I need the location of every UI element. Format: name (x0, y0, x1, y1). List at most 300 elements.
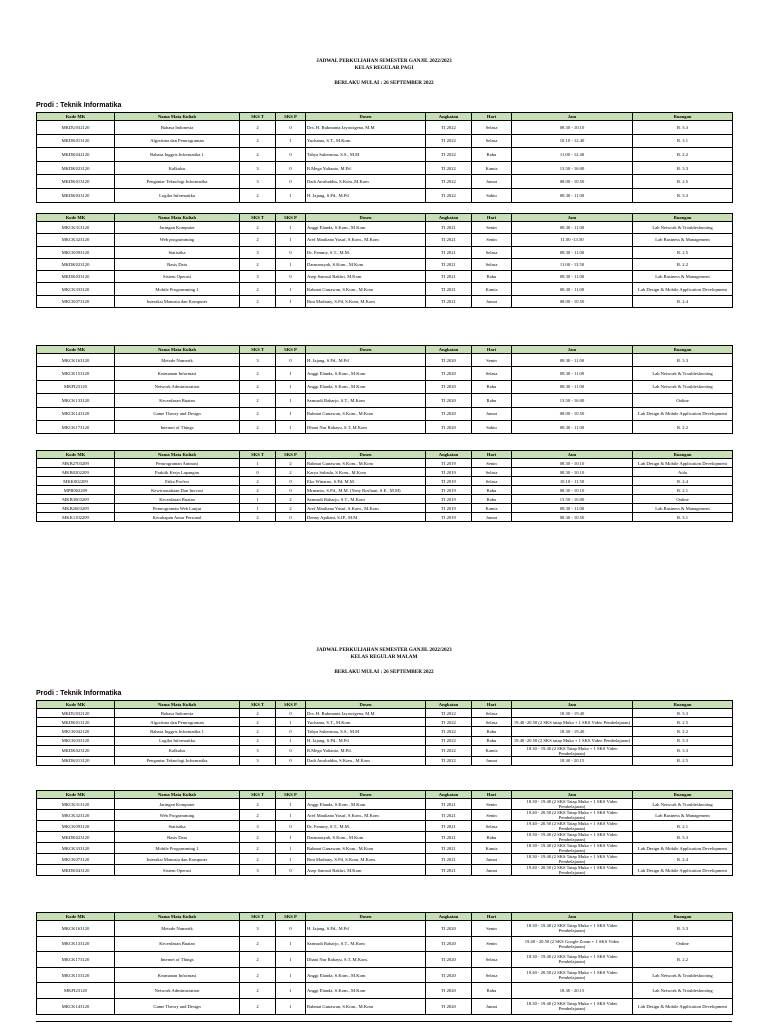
cell-angkatan: TI 2020 (426, 354, 472, 367)
table-row (37, 246, 733, 258)
cell-angkatan: TI 2020 (426, 967, 472, 983)
cell-sks-p: 1 (276, 222, 306, 234)
table-row (37, 234, 733, 246)
cell-angkatan: TI 2021 (426, 246, 472, 258)
column-header-kode-mk: Kode MK (37, 791, 115, 799)
column-header-angkatan: Angkatan (426, 701, 472, 709)
column-header-nama-mata-kuliah: Nama Mata Kuliah (115, 791, 240, 799)
column-header-angkatan: Angkatan (426, 346, 472, 354)
cell-nama-mata-kuliah: Internet of Things (115, 420, 240, 433)
cell-hari: Kamis (472, 504, 512, 513)
cell-sks-p: 1 (276, 420, 306, 433)
cell-sks-p: 1 (276, 188, 306, 202)
cell-jam: 08.30 - 11.00 (512, 420, 633, 433)
cell-jam: 08.30 - 11.00 (512, 188, 633, 202)
cell-sks-t: 2 (240, 799, 276, 810)
column-header-sks-t: SKS T (240, 913, 276, 921)
cell-angkatan: TI 2022 (426, 148, 472, 162)
cell-sks-t: 2 (240, 952, 276, 968)
cell-angkatan: TI 2021 (426, 234, 472, 246)
cell-kode-mk: MKCK313120 (37, 799, 115, 810)
cell-kode-mk: MKK002209 (37, 477, 115, 486)
cell-ruangan: R. 2.5 (633, 718, 733, 727)
cell-angkatan: TI 2022 (426, 134, 472, 148)
cell-sks-t: 2 (240, 148, 276, 162)
cell-nama-mata-kuliah: Game Theory and Design (115, 407, 240, 420)
cell-angkatan: TI 2021 (426, 222, 472, 234)
cell-kode-mk: MKCK333120 (37, 283, 115, 295)
cell-sks-p: 0 (276, 756, 306, 765)
cell-angkatan: TI 2022 (426, 756, 472, 765)
cell-dosen: Yuchama, S.T., M.Kom (306, 718, 426, 727)
column-header-sks-t: SKS T (240, 346, 276, 354)
malam-start-date: BERLAKU MULAI : 26 SEPTEMBER 2022 (334, 669, 434, 675)
cell-ruangan: R. 2.4 (633, 477, 733, 486)
cell-nama-mata-kuliah: Kalkulus (115, 745, 240, 756)
cell-ruangan: R. 3.3 (633, 921, 733, 937)
table-row (37, 983, 733, 999)
cell-nama-mata-kuliah: Bahasa Inggris Informatika 1 (115, 727, 240, 736)
cell-sks-t: 2 (240, 998, 276, 1014)
cell-sks-t: 2 (240, 134, 276, 148)
cell-dosen: Dhani Nur Rahayu, S.T.,M.Kom. (306, 952, 426, 968)
cell-jam: 08.30 - 10.50 (512, 513, 633, 522)
column-header-angkatan: Angkatan (426, 451, 472, 459)
pagi-start-date: BERLAKU MULAI : 26 SEPTEMBER 2022 (334, 80, 434, 86)
cell-kode-mk: MKCK093120 (37, 821, 115, 832)
cell-dosen: Denny Apdiani, S.IP., M.M (306, 513, 426, 522)
cell-ruangan: Lab Design & Mobile Application Development (633, 407, 733, 420)
cell-hari: Jumat (472, 407, 512, 420)
cell-kode-mk: MKCK333120 (37, 843, 115, 854)
column-header-ruangan: Ruangan (633, 346, 733, 354)
column-header-hari: Hari (472, 791, 512, 799)
schedule-table (36, 790, 733, 876)
cell-ruangan: R. 2.2 (633, 727, 733, 736)
cell-kode-mk: MKDK013120 (37, 134, 115, 148)
cell-nama-mata-kuliah: Bahasa Indonesia (115, 121, 240, 135)
cell-sks-p: 0 (276, 865, 306, 876)
cell-hari: Sabtu (472, 188, 512, 202)
column-header-jam: Jam (512, 346, 633, 354)
cell-dosen: Eko Winarno, S.Pd, M.M. (306, 477, 426, 486)
cell-kode-mk: MKDK023120 (37, 745, 115, 756)
cell-dosen: Darmansyah, S.Kom., M.Kom (306, 258, 426, 270)
cell-jam: 08.30 - 10.10 (512, 459, 633, 468)
cell-kode-mk: MKDK033120 (37, 188, 115, 202)
cell-sks-p: 1 (276, 134, 306, 148)
cell-jam: 19.40 - 20.50 (2 SKS Google Zoom + 1 SKS Video Pembelajaran) (512, 936, 633, 952)
cell-hari: Senin (472, 354, 512, 367)
cell-jam: 08.30 - 10.10 (512, 121, 633, 135)
cell-dosen: Rini Madiany, S.Pd, S.Kom, M.Kom. (306, 854, 426, 865)
cell-hari: Senin (472, 222, 512, 234)
cell-sks-t: 2 (240, 121, 276, 135)
cell-ruangan: Lab Design & Mobile Application Development (633, 283, 733, 295)
column-header-angkatan: Angkatan (426, 214, 472, 222)
column-header-jam: Jam (512, 113, 633, 121)
cell-sks-t: 3 (240, 756, 276, 765)
cell-jam: 18.30 - 19.40 (2 SKS Tatap Muka + 1 SKS Video Pembelajaran) (512, 952, 633, 968)
cell-angkatan: TI 2020 (426, 380, 472, 393)
cell-nama-mata-kuliah: Kecerdasan Buatan (115, 495, 240, 504)
cell-dosen: Yuchama, S.T., M.Kom (306, 134, 426, 148)
column-header-sks-p: SKS P (276, 214, 306, 222)
cell-nama-mata-kuliah: Algoritma dan Pemrograman (115, 134, 240, 148)
cell-hari: Senin (472, 459, 512, 468)
schedule-table (36, 345, 733, 434)
table-row (37, 258, 733, 270)
cell-jam: 18.30 - 20.15 (512, 756, 633, 765)
cell-sks-p: 1 (276, 736, 306, 745)
column-header-dosen: Dosen (306, 346, 426, 354)
cell-nama-mata-kuliah: Mobile Programming 1 (115, 283, 240, 295)
column-header-jam: Jam (512, 701, 633, 709)
cell-nama-mata-kuliah: Kewirausahaan Dan Inovasi (115, 486, 240, 495)
cell-jam: 18.30 - 19.40 (512, 709, 633, 718)
column-header-kode-mk: Kode MK (37, 913, 115, 921)
cell-sks-t: 2 (240, 983, 276, 999)
cell-sks-p: 1 (276, 295, 306, 307)
cell-sks-t: 3 (240, 921, 276, 937)
column-header-ruangan: Ruangan (633, 791, 733, 799)
column-header-sks-p: SKS P (276, 701, 306, 709)
table-row (37, 161, 733, 175)
cell-kode-mk: MKCK173120 (37, 952, 115, 968)
schedule-table (36, 450, 733, 522)
column-header-kode-mk: Kode MK (37, 214, 115, 222)
cell-hari: Kamis (472, 161, 512, 175)
cell-dosen: Rini Madiany, S.Pd, S.Kom, M.Kom (306, 295, 426, 307)
column-header-ruangan: Ruangan (633, 913, 733, 921)
cell-sks-p: 0 (276, 161, 306, 175)
cell-hari: Kamis (472, 283, 512, 295)
malam-prodi: Prodi : Teknik Informatika (36, 690, 122, 697)
cell-kode-mk: MPB002209 (37, 486, 115, 495)
schedule-table (36, 213, 733, 308)
cell-dosen: Rahmat Gunawan, S.Kom., M.Kom (306, 998, 426, 1014)
cell-sks-t: 2 (240, 258, 276, 270)
malam-header (0, 647, 768, 676)
cell-jam: 19.40 - 20.50 (2 SKS Tatap Muka + 1 SKS Video Pembelajaran) (512, 967, 633, 983)
table-header-row (37, 214, 733, 222)
cell-hari: Rabu (472, 148, 512, 162)
cell-kode-mk: MKDK013120 (37, 718, 115, 727)
cell-kode-mk: MKDK023120 (37, 832, 115, 843)
cell-sks-p: 0 (276, 477, 306, 486)
table-row (37, 504, 733, 513)
cell-jam: 08.30 - 11.00 (512, 354, 633, 367)
table-row (37, 513, 733, 522)
cell-angkatan: TI 2021 (426, 271, 472, 283)
cell-nama-mata-kuliah: Keamanan Informasi (115, 367, 240, 380)
cell-dosen: H. Jajang, S.Pd., M.Pd (306, 188, 426, 202)
cell-ruangan: R. 3.1 (633, 513, 733, 522)
cell-sks-p: 0 (276, 745, 306, 756)
cell-nama-mata-kuliah: Sistem Operasi (115, 271, 240, 283)
cell-nama-mata-kuliah: Kecakapan Antar Personal (115, 513, 240, 522)
cell-dosen: Tahya Suhermau, S.S., M.M (306, 148, 426, 162)
cell-sks-p: 1 (276, 394, 306, 407)
column-header-sks-t: SKS T (240, 791, 276, 799)
table-row (37, 495, 733, 504)
cell-angkatan: TI 2021 (426, 854, 472, 865)
cell-sks-t: 2 (240, 810, 276, 821)
table-row (37, 134, 733, 148)
cell-kode-mk: MKCK173120 (37, 420, 115, 433)
cell-sks-t: 2 (240, 936, 276, 952)
column-header-hari: Hari (472, 913, 512, 921)
cell-ruangan: Lab Network & Troubleshooting (633, 967, 733, 983)
cell-kode-mk: MKB0202209 (37, 468, 115, 477)
cell-hari: Rabu (472, 495, 512, 504)
cell-jam: 18.30 - 19.40 (2 SKS Tatap Muka + 1 SKS Video Pembelajaran) (512, 843, 633, 854)
table-row (37, 967, 733, 983)
cell-hari: Kamis (472, 843, 512, 854)
cell-kode-mk: MKCK093120 (37, 246, 115, 258)
cell-nama-mata-kuliah: Kecerdasan Buatan (115, 936, 240, 952)
table-row (37, 468, 733, 477)
table-row (37, 865, 733, 876)
cell-ruangan: Lab Business & Management (633, 810, 733, 821)
cell-ruangan: Lab Business & Management (633, 504, 733, 513)
cell-dosen: Rahmat Gunawan, S.Kom., M.Kom (306, 843, 426, 854)
cell-angkatan: TI 2021 (426, 258, 472, 270)
cell-sks-p: 1 (276, 380, 306, 393)
pagi-title: JADWAL PERKULIAHAN SEMESTER GANJIL 2022/2023 (316, 58, 452, 64)
cell-sks-p: 0 (276, 148, 306, 162)
cell-dosen: Dadi Awaluddin, S.Kom.,M.Kom (306, 175, 426, 189)
cell-kode-mk: MKDU032120 (37, 709, 115, 718)
cell-hari: Selasa (472, 477, 512, 486)
cell-hari: Senin (472, 799, 512, 810)
cell-sks-p: 1 (276, 234, 306, 246)
page-divider (36, 1021, 732, 1022)
cell-angkatan: TI 2020 (426, 998, 472, 1014)
cell-jam: 08.00 - 10.50 (512, 295, 633, 307)
cell-kode-mk: MKDK033120 (37, 271, 115, 283)
cell-jam: 18.30 - 19.40 (2 SKS Tatap Muka + 1 SKS Video Pembelajaran) (512, 854, 633, 865)
cell-hari: Rabu (472, 736, 512, 745)
cell-hari: Selasa (472, 134, 512, 148)
table-row (37, 810, 733, 821)
cell-sks-t: 2 (240, 854, 276, 865)
cell-sks-p: 0 (276, 513, 306, 522)
cell-sks-t: 2 (240, 367, 276, 380)
cell-jam: 10.10 - 12.40 (512, 134, 633, 148)
column-header-dosen: Dosen (306, 451, 426, 459)
table-row (37, 709, 733, 718)
cell-ruangan: R. 2.2 (633, 420, 733, 433)
cell-dosen: Darmansyah, S.Kom., M.Kom (306, 832, 426, 843)
cell-jam: 18.30 - 19.40 (2 SKS Tatap Muka + 1 SKS Video Pembelajaran) (512, 832, 633, 843)
cell-jam: 08.30 - 11.00 (512, 246, 633, 258)
cell-sks-p: 2 (276, 504, 306, 513)
cell-sks-t: 3 (240, 354, 276, 367)
cell-angkatan: TI 2022 (426, 727, 472, 736)
cell-hari: Jumat (472, 175, 512, 189)
table-row (37, 486, 733, 495)
cell-jam: 19.40 - 20.50 (2 SKS Tatap Muka + 1 SKS Video Pembelajaran) (512, 821, 633, 832)
cell-nama-mata-kuliah: Metode Numerik (115, 921, 240, 937)
column-header-hari: Hari (472, 113, 512, 121)
cell-jam: 08.30 - 11.00 (512, 367, 633, 380)
cell-angkatan: TI 2020 (426, 407, 472, 420)
cell-hari: Jumat (472, 854, 512, 865)
cell-nama-mata-kuliah: Sistem Operasi (115, 865, 240, 876)
column-header-angkatan: Angkatan (426, 113, 472, 121)
cell-kode-mk: MKB3003209 (37, 495, 115, 504)
table-row (37, 745, 733, 756)
cell-angkatan: TI 2020 (426, 420, 472, 433)
cell-ruangan: R. 3.3 (633, 121, 733, 135)
cell-hari: Selasa (472, 246, 512, 258)
cell-nama-mata-kuliah: Pengantar Teknologi Informatika (115, 756, 240, 765)
cell-sks-p: 1 (276, 799, 306, 810)
cell-sks-t: 2 (240, 222, 276, 234)
column-header-jam: Jam (512, 791, 633, 799)
table-row (37, 188, 733, 202)
cell-kode-mk: MKCK153120 (37, 367, 115, 380)
table-row (37, 222, 733, 234)
cell-sks-p: 2 (276, 495, 306, 504)
cell-sks-t: 2 (240, 283, 276, 295)
cell-sks-t: 0 (240, 468, 276, 477)
cell-hari: Selasa (472, 718, 512, 727)
column-header-nama-mata-kuliah: Nama Mata Kuliah (115, 451, 240, 459)
cell-nama-mata-kuliah: Kecerdasan Buatan (115, 394, 240, 407)
column-header-kode-mk: Kode MK (37, 113, 115, 121)
cell-angkatan: TI 2019 (426, 486, 472, 495)
column-header-nama-mata-kuliah: Nama Mata Kuliah (115, 346, 240, 354)
cell-kode-mk: MKCK313120 (37, 222, 115, 234)
cell-sks-t: 3 (240, 271, 276, 283)
table-row (37, 854, 733, 865)
cell-angkatan: TI 2020 (426, 936, 472, 952)
cell-kode-mk: MKCK143120 (37, 407, 115, 420)
table-row (37, 832, 733, 843)
cell-sks-p: 2 (276, 459, 306, 468)
cell-dosen: Anggi Elanda, S.Kom., M.Kom (306, 967, 426, 983)
column-header-dosen: Dosen (306, 791, 426, 799)
cell-nama-mata-kuliah: Algoritma dan Pemrograman (115, 718, 240, 727)
cell-sks-p: 1 (276, 367, 306, 380)
column-header-dosen: Dosen (306, 113, 426, 121)
cell-hari: Selasa (472, 821, 512, 832)
cell-nama-mata-kuliah: Network Administration (115, 983, 240, 999)
cell-jam: 18.30 - 19.40 (512, 727, 633, 736)
cell-sks-p: 0 (276, 709, 306, 718)
cell-kode-mk: MKCK153120 (37, 967, 115, 983)
cell-ruangan: R. 3.1 (633, 134, 733, 148)
column-header-hari: Hari (472, 701, 512, 709)
cell-ruangan: R. 2.5 (633, 246, 733, 258)
cell-angkatan: TI 2020 (426, 394, 472, 407)
cell-jam: 11.00 -13.50 (512, 234, 633, 246)
table-row (37, 420, 733, 433)
cell-sks-p: 0 (276, 271, 306, 283)
cell-hari: Sabtu (472, 420, 512, 433)
pagi-header (0, 58, 768, 87)
cell-dosen: Anggi Elanda, S.Kom., M.Kom (306, 367, 426, 380)
cell-dosen: Drs. H. Rukmanta Jayawigena, M.M (306, 121, 426, 135)
table-row (37, 354, 733, 367)
cell-hari: Rabu (472, 380, 512, 393)
cell-angkatan: TI 2022 (426, 745, 472, 756)
cell-jam: 08.30 - 11.00 (512, 380, 633, 393)
cell-hari: Jumat (472, 998, 512, 1014)
table-row (37, 756, 733, 765)
cell-ruangan: R. 2.1 (633, 821, 733, 832)
cell-dosen: Aref Mauliana Yusuf, S.Kom., M.Kom (306, 810, 426, 821)
cell-kode-mk: MKCK073120 (37, 295, 115, 307)
cell-dosen: Drs. H. Rukmanta Jayawigena, M.M (306, 709, 426, 718)
cell-angkatan: TI 2021 (426, 810, 472, 821)
cell-hari: Senin (472, 234, 512, 246)
cell-sks-p: 0 (276, 821, 306, 832)
cell-ruangan: R. 2.1 (633, 486, 733, 495)
cell-ruangan: Lab Network & Troubleshooting (633, 799, 733, 810)
cell-angkatan: TI 2019 (426, 459, 472, 468)
table-row (37, 394, 733, 407)
column-header-nama-mata-kuliah: Nama Mata Kuliah (115, 701, 240, 709)
column-header-angkatan: Angkatan (426, 913, 472, 921)
cell-dosen: H. Jajang, S.Pd., M.Pd (306, 736, 426, 745)
cell-hari: Rabu (472, 832, 512, 843)
table-row (37, 936, 733, 952)
table-row (37, 727, 733, 736)
column-header-hari: Hari (472, 214, 512, 222)
cell-sks-p: 0 (276, 175, 306, 189)
cell-angkatan: TI 2019 (426, 468, 472, 477)
cell-sks-t: 1 (240, 504, 276, 513)
cell-dosen: Asep Samsul Bakhri, M.Kom (306, 271, 426, 283)
column-header-nama-mata-kuliah: Nama Mata Kuliah (115, 214, 240, 222)
cell-kode-mk: MKDU032120 (37, 121, 115, 135)
cell-nama-mata-kuliah: Bahasa Inggris Informatika 1 (115, 148, 240, 162)
cell-sks-p: 1 (276, 718, 306, 727)
cell-sks-t: 2 (240, 843, 276, 854)
cell-angkatan: TI 2019 (426, 477, 472, 486)
cell-jam: 19.40 - 20.50 (2 SKS Tatap Muka + 1 SKS Video Pembelajaran) (512, 865, 633, 876)
column-header-ruangan: Ruangan (633, 451, 733, 459)
cell-hari: Selasa (472, 709, 512, 718)
cell-angkatan: TI 2022 (426, 709, 472, 718)
cell-hari: Selasa (472, 367, 512, 380)
cell-sks-t: 2 (240, 486, 276, 495)
table-row (37, 175, 733, 189)
cell-angkatan: TI 2021 (426, 832, 472, 843)
cell-kode-mk: MKB2603209 (37, 504, 115, 513)
cell-dosen: Dadi Awaluddin, S.Kom., M.Kom (306, 756, 426, 765)
cell-dosen: Dr. Femmy, S.T., M.M. (306, 821, 426, 832)
cell-hari: Selasa (472, 468, 512, 477)
cell-nama-mata-kuliah: Kalkulus (115, 161, 240, 175)
pagi-prodi: Prodi : Teknik Informatika (36, 102, 122, 109)
table-row (37, 718, 733, 727)
cell-sks-t: 2 (240, 736, 276, 745)
cell-dosen: R.Mega Yulianto, M.Pd. (306, 161, 426, 175)
cell-sks-t: 3 (240, 175, 276, 189)
cell-nama-mata-kuliah: Internet of Things (115, 952, 240, 968)
cell-ruangan: Lab Network & Troubleshooting (633, 367, 733, 380)
column-header-sks-p: SKS P (276, 913, 306, 921)
cell-ruangan: R. 3.3 (633, 745, 733, 756)
column-header-nama-mata-kuliah: Nama Mata Kuliah (115, 113, 240, 121)
table-row (37, 736, 733, 745)
cell-kode-mk: MKK1102209 (37, 513, 115, 522)
cell-dosen: H. Jajang, S.Pd., M.Pd (306, 921, 426, 937)
